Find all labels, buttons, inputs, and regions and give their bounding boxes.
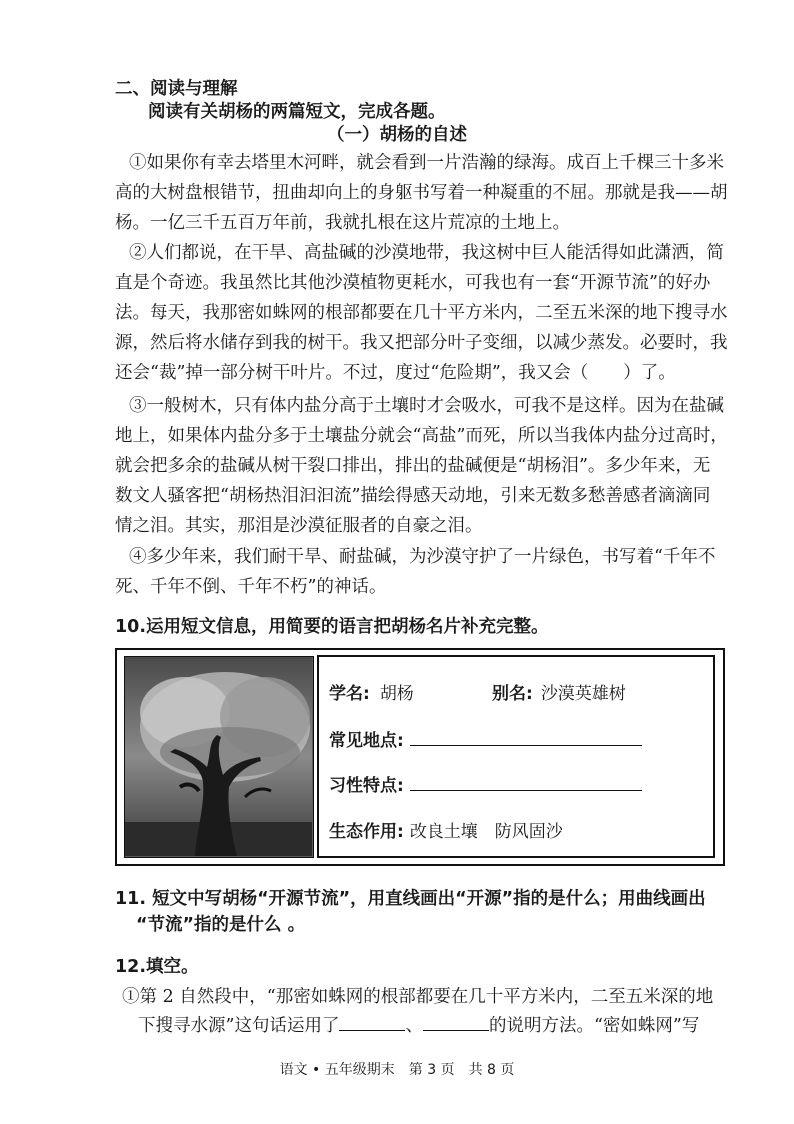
q12-line-2 bbox=[138, 1015, 699, 1037]
passage-line: ①如果你有幸去塔里木河畔，就会看到一片浩瀚的绿海。成百上千棵三十多米 bbox=[129, 153, 724, 173]
sci-name-value: 胡杨 bbox=[379, 684, 414, 704]
passage-line: 情之泪。其实，那泪是沙漠征服者的自豪之泪。 bbox=[115, 516, 483, 536]
passage-line: ②人们都说，在干旱、高盐碱的沙漠地带，我这树中巨人能活得如此潇洒，简 bbox=[129, 243, 724, 263]
section-instruction: 阅读有关胡杨的两篇短文，完成各题。 bbox=[148, 102, 446, 122]
passage-line: ④多少年来，我们耐干旱、耐盐碱，为沙漠守护了一片绿色，书写着“千年不 bbox=[129, 547, 716, 567]
passage-title: （一）胡杨的自述 bbox=[327, 125, 467, 145]
passage-line: 直是个奇迹。我虽然比其他沙漠植物更耗水，可我也有一套“开源节流”的好办 bbox=[115, 273, 711, 293]
location-label: 常见地点: bbox=[329, 731, 404, 751]
name-card bbox=[115, 648, 725, 866]
q10-prompt: 10.运用短文信息，用简要的语言把胡杨名片补充完整。 bbox=[115, 617, 549, 637]
q11-line-1: 11. 短文中写胡杨“开源节流”，用直线画出“开源”指的是什么；用曲线画出 bbox=[115, 889, 706, 909]
passage-line: 源，然后将水储存到我的树干。我又把部分叶子变细，以减少蒸发。必要时，我 bbox=[115, 333, 728, 353]
q12-separator: 、 bbox=[405, 1016, 423, 1036]
passage-line: 地上，如果体内盐分多于土壤盐分就会“高盐”而死，所以当我体内盐分过高时， bbox=[115, 426, 728, 446]
q11-line-2: “节流”指的是什么 。 bbox=[136, 915, 306, 935]
passage-line: 死、千年不倒、千年不朽”的神话。 bbox=[115, 577, 387, 597]
habit-label: 习性特点: bbox=[329, 776, 404, 796]
passage-line: ③一般树木，只有体内盐分高于土壤时才会吸水，可我不是这样。因为在盐碱 bbox=[129, 396, 724, 416]
card-info-box bbox=[317, 655, 715, 858]
q12-blank-2[interactable] bbox=[423, 1030, 489, 1031]
passage-line: 就会把多余的盐碱从树干裂口排出，排出的盐碱便是“胡杨泪”。多少年来，无 bbox=[115, 456, 711, 476]
q12-line-2-end: 的说明方法。“密如蛛网”写 bbox=[488, 1016, 700, 1036]
eco-label: 生态作用: bbox=[329, 822, 404, 842]
habit-blank[interactable] bbox=[410, 790, 642, 791]
q12-line-1: ①第 2 自然段中，“那密如蛛网的根部都要在几十平方米内，二至五米深的地 bbox=[122, 987, 714, 1007]
location-blank[interactable] bbox=[410, 745, 642, 746]
alias-label: 别名: bbox=[492, 684, 533, 704]
section-heading: 二、阅读与理解 bbox=[115, 79, 238, 99]
passage-line: 高的大树盘根错节，扭曲却向上的身躯书写着一种凝重的不屈。那就是我——胡 bbox=[115, 183, 728, 203]
alias-value: 沙漠英雄树 bbox=[540, 684, 626, 704]
q12-line-2-start: 下搜寻水源”这句话运用了 bbox=[138, 1016, 340, 1036]
passage-line: 数文人骚客把“胡杨热泪汩汩流”描绘得感天动地，引来无数多愁善感者滴滴同 bbox=[115, 486, 711, 506]
tree-icon bbox=[125, 657, 312, 856]
sci-name-label: 学名: bbox=[329, 684, 370, 704]
q12-blank-1[interactable] bbox=[339, 1030, 405, 1031]
passage-line: 杨。一亿三千五百万年前，我就扎根在这片荒凉的土地上。 bbox=[115, 213, 570, 233]
q12-title: 12.填空。 bbox=[115, 957, 199, 977]
passage-line: 法。每天，我那密如蛛网的根部都要在几十平方米内，二至五米深的地下搜寻水 bbox=[115, 303, 728, 323]
passage-line: 还会“裁”掉一部分树干叶片。不过，度过“危险期”，我又会（ ）了。 bbox=[115, 363, 676, 383]
page-footer: 语文 • 五年级期末 第 3 页 共 8 页 bbox=[279, 1062, 515, 1078]
tree-photo bbox=[124, 656, 314, 858]
eco-value: 改良土壤 防风固沙 bbox=[409, 822, 563, 842]
